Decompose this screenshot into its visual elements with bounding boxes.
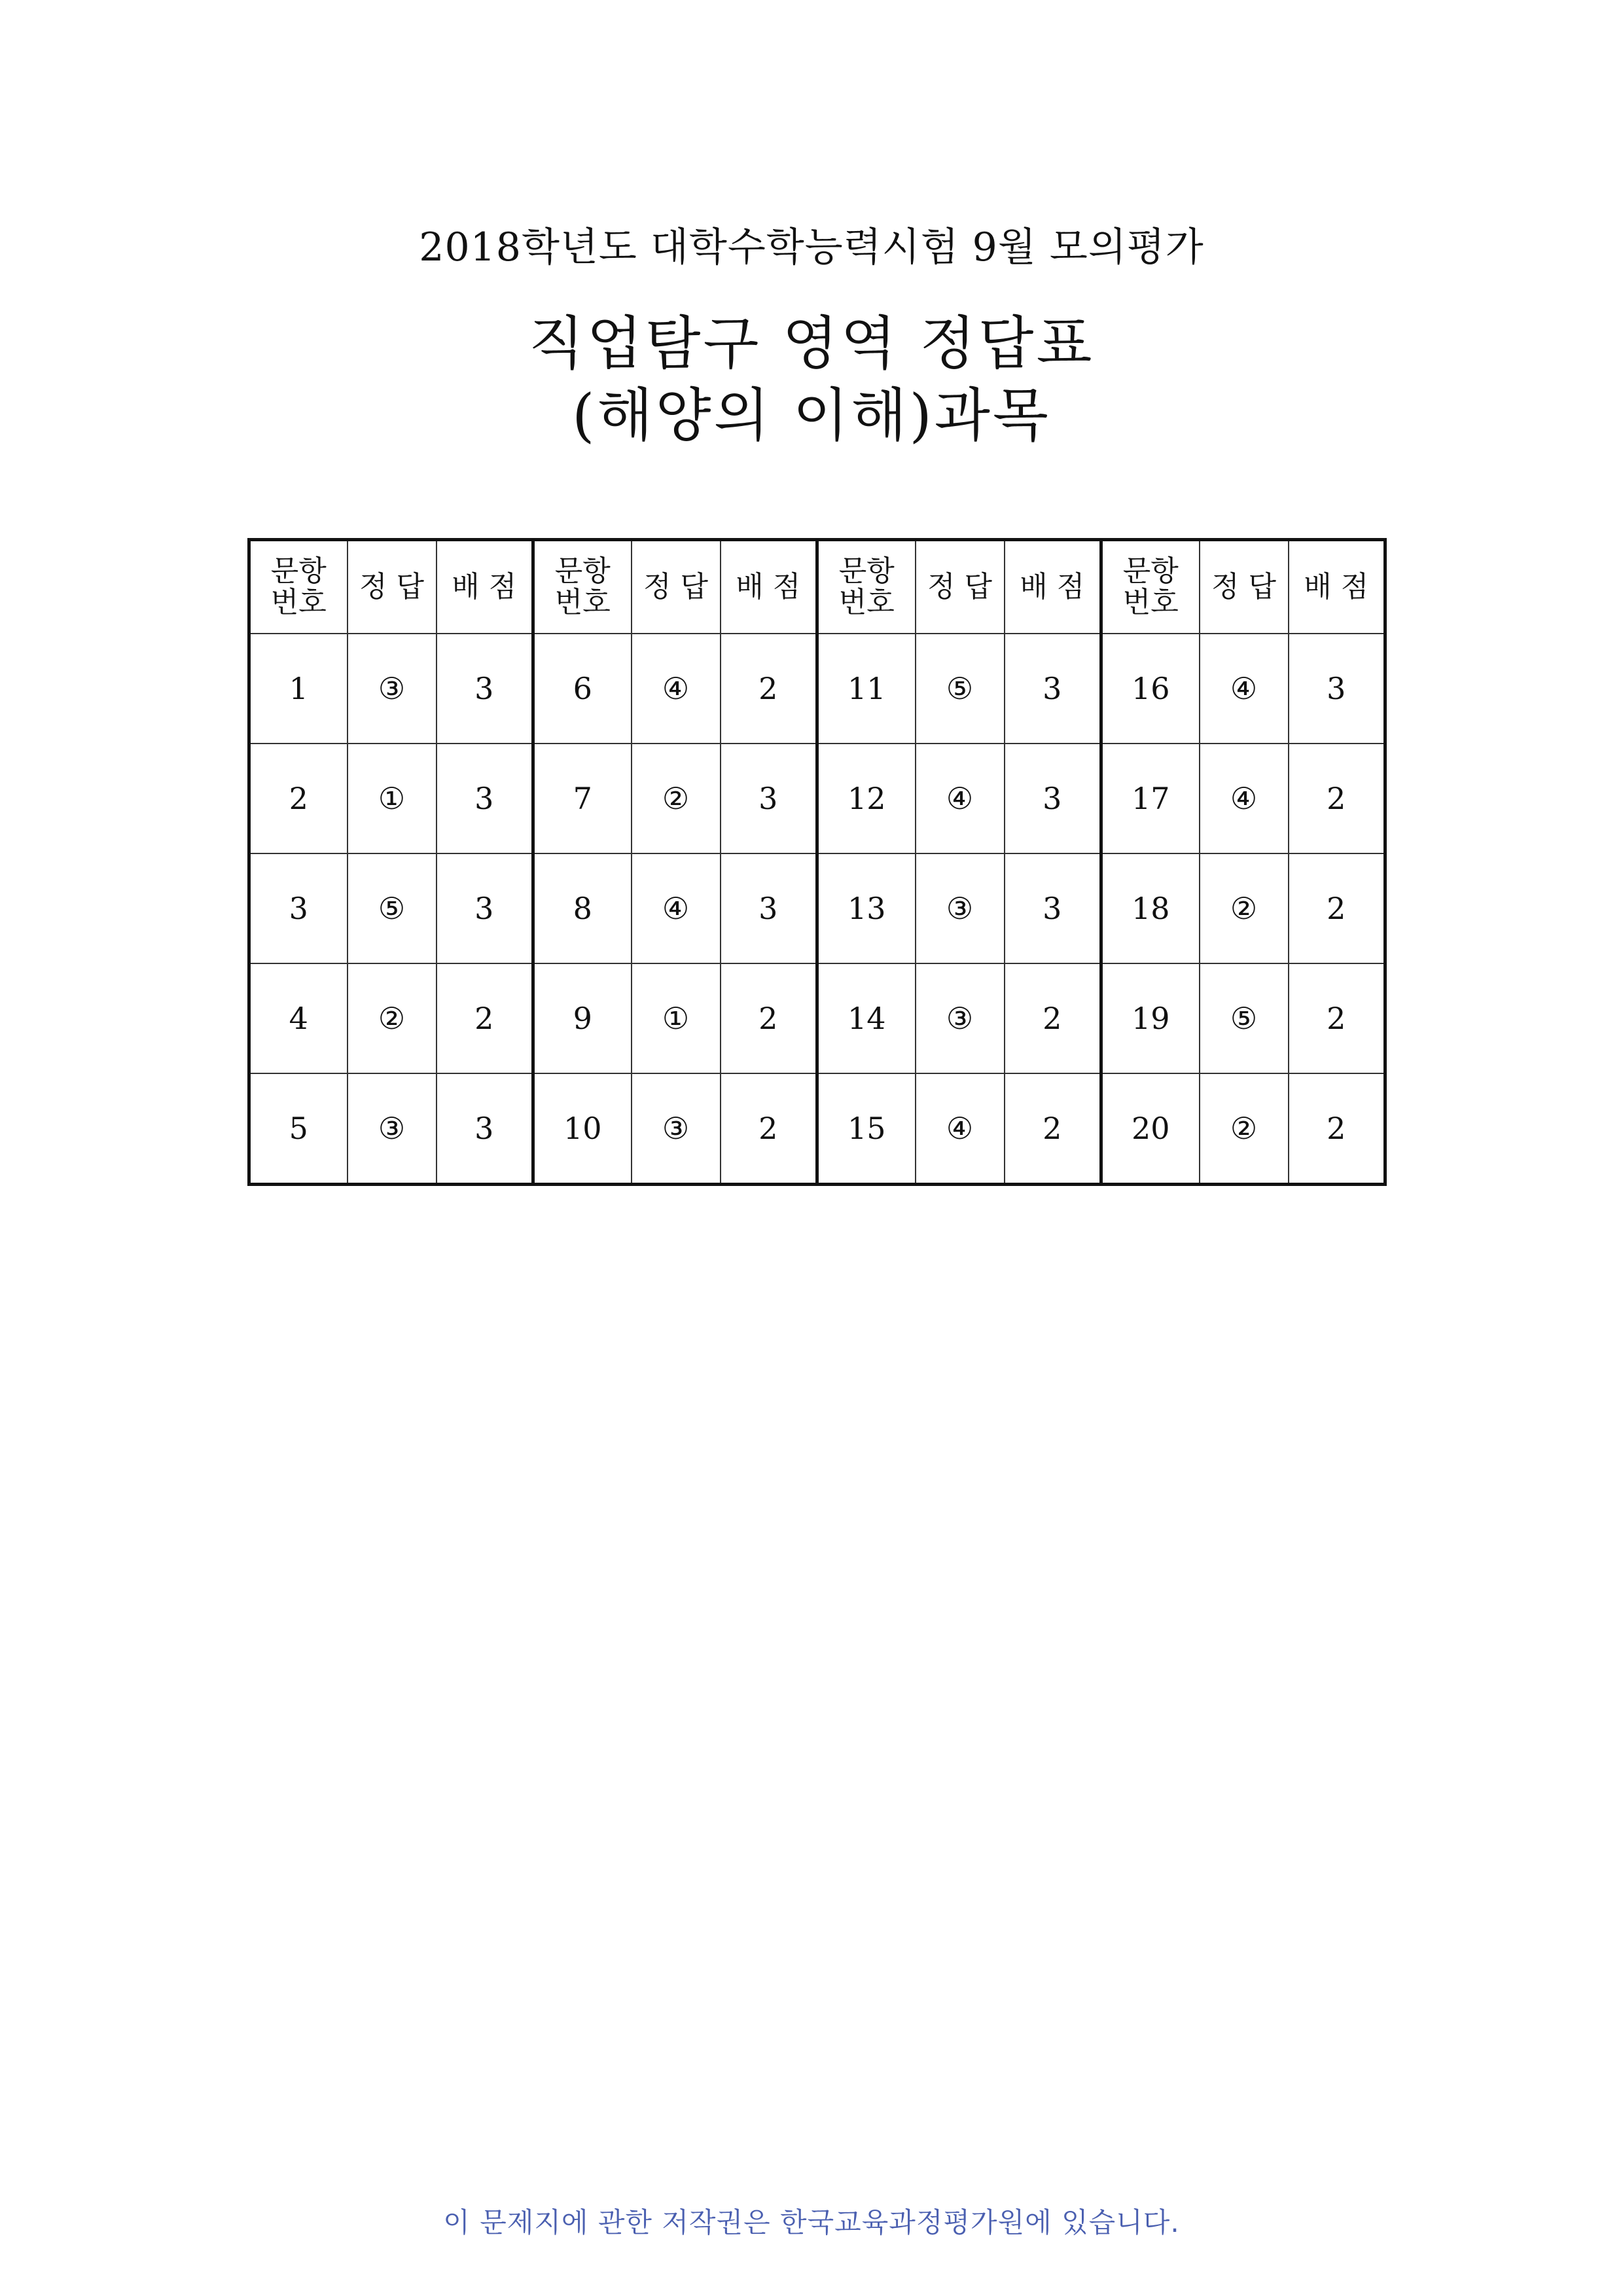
header-number-line1: 문항	[1122, 554, 1179, 588]
score-value: 3	[1005, 853, 1101, 963]
answer-mark: ⑤	[348, 853, 437, 963]
header-question-number	[249, 540, 348, 634]
answer-mark: ①	[348, 744, 437, 853]
question-number: 9	[533, 963, 632, 1073]
table-row	[249, 744, 1385, 853]
score-value: 3	[721, 744, 817, 853]
header-answer: 정 답	[348, 540, 437, 634]
table-row	[249, 963, 1385, 1073]
score-value: 2	[1289, 1073, 1385, 1185]
header-number-line2: 번호	[554, 586, 611, 619]
answer-mark: ③	[348, 634, 437, 744]
score-value: 3	[1289, 634, 1385, 744]
question-number: 10	[533, 1073, 632, 1185]
answer-key-table	[247, 538, 1387, 1186]
score-value: 2	[437, 963, 533, 1073]
question-number: 17	[1101, 744, 1200, 853]
answer-mark: ③	[632, 1073, 721, 1185]
score-value: 2	[1289, 744, 1385, 853]
copyright-notice: 이 문제지에 관한 저작권은 한국교육과정평가원에 있습니다.	[443, 2206, 1180, 2238]
answer-mark: ②	[1200, 1073, 1289, 1185]
score-value: 2	[721, 1073, 817, 1185]
answer-mark: ④	[632, 634, 721, 744]
answer-mark: ③	[916, 963, 1005, 1073]
header-score: 배 점	[1005, 540, 1101, 634]
question-number: 14	[817, 963, 916, 1073]
score-value: 2	[1289, 853, 1385, 963]
question-number: 6	[533, 634, 632, 744]
header-score: 배 점	[1289, 540, 1385, 634]
score-value: 3	[437, 853, 533, 963]
answer-key-title: 직업탐구 영역 정답표	[528, 310, 1095, 377]
table-row	[249, 634, 1385, 744]
answer-mark: ④	[916, 744, 1005, 853]
question-number: 16	[1101, 634, 1200, 744]
header-number-line2: 번호	[838, 586, 895, 619]
answer-mark: ②	[1200, 853, 1289, 963]
score-value: 2	[1005, 963, 1101, 1073]
question-number: 18	[1101, 853, 1200, 963]
table-header-row	[249, 540, 1385, 634]
question-number: 8	[533, 853, 632, 963]
score-value: 3	[437, 634, 533, 744]
header-number-line2: 번호	[1122, 586, 1179, 619]
score-value: 2	[721, 634, 817, 744]
answer-mark: ②	[348, 963, 437, 1073]
question-number: 20	[1101, 1073, 1200, 1185]
answer-mark: ④	[1200, 634, 1289, 744]
answer-mark: ⑤	[916, 634, 1005, 744]
header-answer: 정 답	[1200, 540, 1289, 634]
answer-mark: ④	[1200, 744, 1289, 853]
answer-mark: ④	[916, 1073, 1005, 1185]
score-value: 3	[437, 744, 533, 853]
score-value: 3	[721, 853, 817, 963]
header-answer: 정 답	[632, 540, 721, 634]
question-number: 1	[249, 634, 348, 744]
score-value: 3	[1005, 634, 1101, 744]
header-number-line2: 번호	[270, 586, 327, 619]
answer-mark: ③	[916, 853, 1005, 963]
answer-mark: ⑤	[1200, 963, 1289, 1073]
exam-title: 2018학년도 대학수학능력시험 9월 모의평가	[419, 224, 1204, 270]
question-number: 3	[249, 853, 348, 963]
question-number: 7	[533, 744, 632, 853]
answer-mark: ①	[632, 963, 721, 1073]
question-number: 2	[249, 744, 348, 853]
question-number: 4	[249, 963, 348, 1073]
table-row	[249, 853, 1385, 963]
subject-title: (해양의 이해)과목	[572, 382, 1051, 449]
question-number: 15	[817, 1073, 916, 1185]
question-number: 5	[249, 1073, 348, 1185]
question-number: 13	[817, 853, 916, 963]
header-question-number	[1101, 540, 1200, 634]
answer-mark: ③	[348, 1073, 437, 1185]
score-value: 3	[1005, 744, 1101, 853]
score-value: 2	[1289, 963, 1385, 1073]
header-number-line1: 문항	[270, 554, 327, 588]
header-number-line1: 문항	[554, 554, 611, 588]
question-number: 11	[817, 634, 916, 744]
header-number-line1: 문항	[838, 554, 895, 588]
answer-mark: ④	[632, 853, 721, 963]
score-value: 2	[1005, 1073, 1101, 1185]
question-number: 19	[1101, 963, 1200, 1073]
question-number: 12	[817, 744, 916, 853]
header-question-number	[533, 540, 632, 634]
score-value: 2	[721, 963, 817, 1073]
table-row	[249, 1073, 1385, 1185]
header-question-number	[817, 540, 916, 634]
header-score: 배 점	[721, 540, 817, 634]
header-answer: 정 답	[916, 540, 1005, 634]
header-score: 배 점	[437, 540, 533, 634]
answer-mark: ②	[632, 744, 721, 853]
score-value: 3	[437, 1073, 533, 1185]
